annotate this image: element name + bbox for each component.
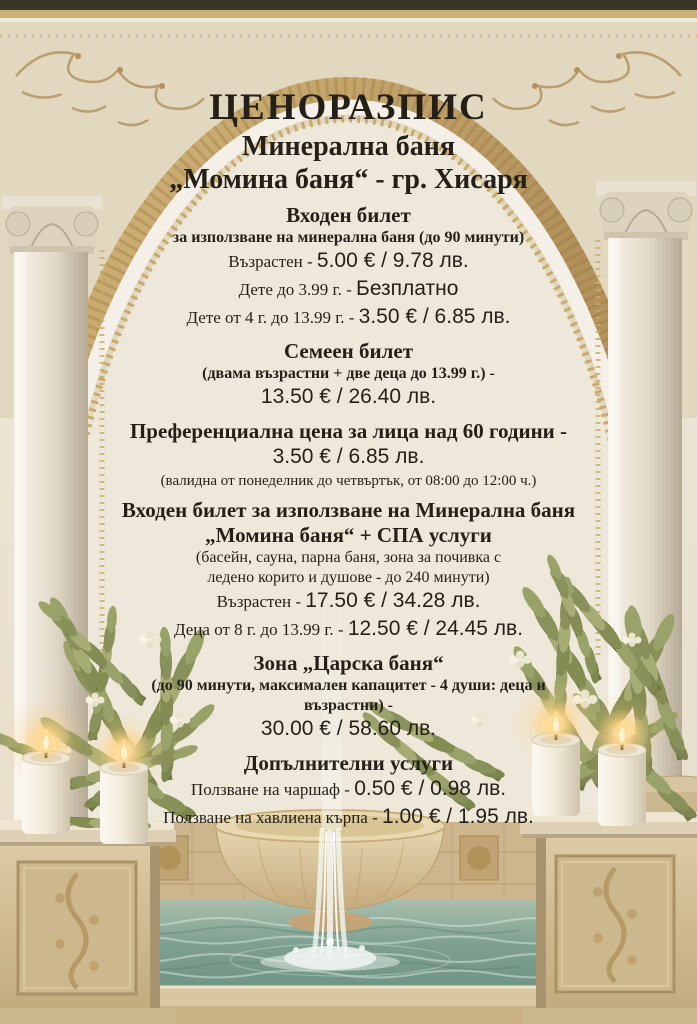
price-row: [68, 248, 629, 276]
price-value: 1.00 € / 1.95 лв.: [382, 805, 534, 828]
price-label: Възрастен -: [228, 252, 317, 271]
section-heading-line1: Входен билет за използване на Минерална баня: [121, 498, 576, 522]
price-label: Ползване на хавлиена кърпа -: [163, 808, 383, 827]
section-subheading-line2: ледено корито и душове - до 240 минути): [207, 569, 490, 586]
section-note: (валидна от понеделник до четвъртък, от 08:00 до 12:00 ч.): [160, 473, 537, 489]
price-row: [68, 304, 629, 332]
price-row: [68, 776, 629, 804]
price-value: 0.50 € / 0.98 лв.: [354, 777, 507, 800]
price-value: 17.50 € / 34.28 лв.: [305, 589, 481, 612]
price-row: [68, 716, 629, 744]
price-row: [68, 444, 629, 472]
poster-title: ЦЕНОРАЗПИС: [209, 87, 488, 128]
poster-subtitle-line2: „Момина баня“ - гр. Хисаря: [169, 164, 528, 195]
price-label: Възрастен -: [216, 592, 306, 611]
price-value: 3.50 € / 6.85 лв.: [358, 305, 511, 328]
left-pedestal: [0, 820, 176, 1024]
price-row: [68, 616, 629, 644]
price-row: [68, 588, 629, 616]
price-value: 5.00 € / 9.78 лв.: [316, 249, 469, 272]
section-heading: Преференциална цена за лица над 60 години -: [129, 419, 568, 443]
section-heading: Входен билет: [286, 203, 411, 227]
section-senior-price: [68, 419, 629, 491]
price-value: 3.50 € / 6.85 лв.: [272, 445, 425, 468]
section-subheading: за използване на минерална баня (до 90 минути): [172, 229, 525, 246]
section-subheading: (двама възрастни + две деца до 13.99 г.) -: [202, 365, 495, 382]
price-value: Безплатно: [356, 277, 459, 300]
section-subheading-line1: (басейн, сауна, парна баня, зона за почивка с: [195, 549, 502, 566]
poster-subtitle-line1: Минерална баня: [241, 131, 456, 162]
price-list-text: [68, 86, 629, 832]
price-value: 13.50 € / 26.40 лв.: [260, 385, 437, 408]
price-label: Дете до 3.99 г. -: [238, 280, 357, 299]
price-label: Ползване на чаршаф -: [190, 780, 355, 799]
price-row: [68, 804, 629, 832]
section-heading: Зона „Царска баня“: [253, 651, 444, 675]
section-subheading-line1: (до 90 минути, максимален капацитет - 4 души: деца и: [151, 677, 546, 694]
price-label: Дете от 4 г. до 13.99 г. -: [186, 308, 359, 327]
price-label: Деца от 8 г. до 13.99 г. -: [173, 620, 348, 639]
price-value: 12.50 € / 24.45 лв.: [347, 617, 524, 640]
section-royal-bath-zone: [68, 651, 629, 744]
price-row: [68, 384, 629, 412]
price-row: [68, 276, 629, 304]
section-entry-ticket: [68, 203, 629, 332]
section-subheading-line2: възрастни) -: [304, 697, 393, 714]
section-additional-services: [68, 751, 629, 832]
section-family-ticket: [68, 339, 629, 412]
section-heading: Допълнителни услуги: [243, 751, 454, 775]
section-heading: Семеен билет: [283, 339, 414, 363]
price-value: 30.00 € / 58.60 лв.: [260, 717, 437, 740]
section-heading-line2: „Момина баня“ + СПА услуги: [205, 523, 492, 547]
section-bath-spa: [68, 498, 629, 644]
